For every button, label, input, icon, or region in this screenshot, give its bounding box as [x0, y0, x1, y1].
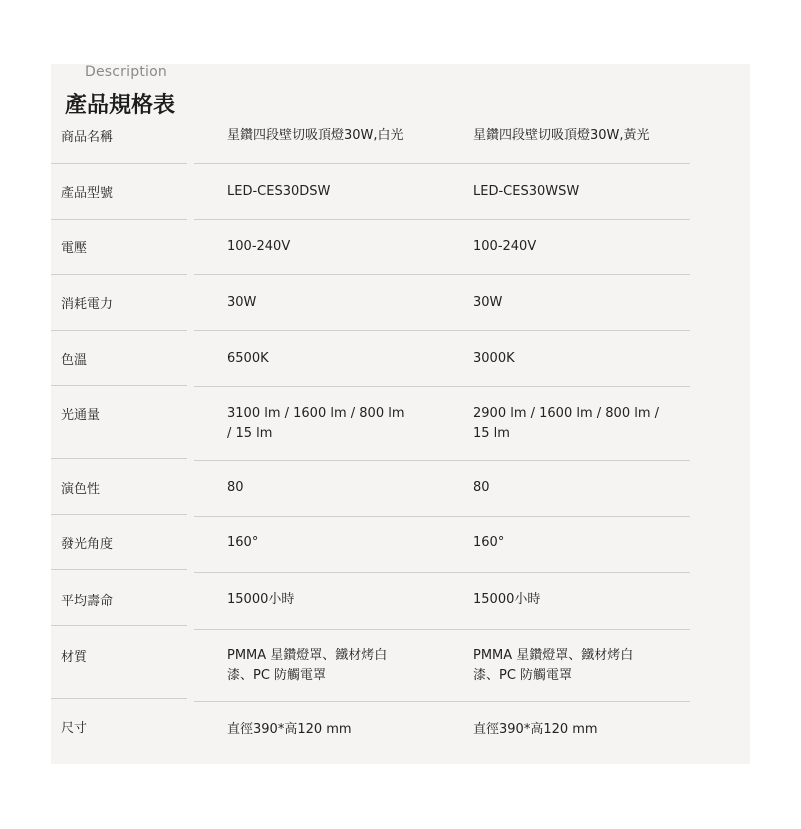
- row-divider: [51, 625, 187, 626]
- spec-value-warm: 30W: [473, 295, 503, 310]
- spec-value-white: 15000小時: [227, 592, 295, 607]
- spec-value-warm: 2900 lm / 1600 lm / 800 lm / 15 lm: [473, 406, 660, 441]
- spec-value-white: LED-CES30DSW: [227, 184, 331, 199]
- spec-label: 平均壽命: [61, 594, 114, 609]
- spec-value-warm: 100-240V: [473, 239, 537, 254]
- row-divider: [51, 385, 187, 386]
- row-divider: [51, 330, 187, 331]
- row-divider: [194, 516, 690, 517]
- spec-value-white: 100-240V: [227, 239, 291, 254]
- spec-label: 尺寸: [61, 721, 88, 736]
- spec-value-white: PMMA 星鑽燈罩、鐵材烤白漆、PC 防觸電罩: [227, 648, 388, 683]
- spec-label: 電壓: [61, 241, 88, 256]
- spec-value-white: 6500K: [227, 351, 269, 366]
- row-divider: [51, 458, 187, 459]
- spec-value-warm: PMMA 星鑽燈罩、鐵材烤白漆、PC 防觸電罩: [473, 648, 634, 683]
- row-divider: [194, 330, 690, 331]
- row-divider: [194, 572, 690, 573]
- row-divider: [51, 219, 187, 220]
- spec-value-white: 80: [227, 480, 244, 495]
- spec-value-white: 160°: [227, 535, 259, 550]
- row-divider: [51, 569, 187, 570]
- spec-value-warm: 3000K: [473, 351, 515, 366]
- row-divider: [194, 701, 690, 702]
- spec-value-white: 3100 lm / 1600 lm / 800 lm / 15 lm: [227, 406, 405, 441]
- row-divider: [194, 219, 690, 220]
- spec-label: 發光角度: [61, 537, 114, 552]
- row-divider: [51, 514, 187, 515]
- spec-label: 材質: [61, 650, 88, 665]
- row-divider: [194, 274, 690, 275]
- spec-value-white: 星鑽四段壁切吸頂燈30W,白光: [227, 128, 404, 143]
- row-divider: [51, 698, 187, 699]
- row-divider: [51, 274, 187, 275]
- row-divider: [194, 386, 690, 387]
- spec-label: 色溫: [61, 353, 88, 368]
- spec-value-warm: 80: [473, 480, 490, 495]
- spec-label: 商品名稱: [61, 130, 114, 145]
- spec-label: 消耗電力: [61, 297, 114, 312]
- spec-label: 產品型號: [61, 186, 114, 201]
- spec-panel: [51, 64, 750, 764]
- row-divider: [194, 460, 690, 461]
- spec-value-warm: 160°: [473, 535, 505, 550]
- spec-value-white: 直徑390*高120 mm: [227, 722, 352, 737]
- row-divider: [194, 163, 690, 164]
- spec-value-warm: LED-CES30WSW: [473, 184, 580, 199]
- spec-value-warm: 15000小時: [473, 592, 541, 607]
- page-title: 產品規格表: [65, 93, 176, 118]
- spec-value-warm: 星鑽四段壁切吸頂燈30W,黃光: [473, 128, 650, 143]
- spec-value-white: 30W: [227, 295, 257, 310]
- row-divider: [51, 163, 187, 164]
- spec-value-warm: 直徑390*高120 mm: [473, 722, 598, 737]
- row-divider: [194, 629, 690, 630]
- spec-label: 光通量: [61, 408, 101, 423]
- section-label: Description: [85, 64, 167, 80]
- spec-label: 演色性: [61, 482, 101, 497]
